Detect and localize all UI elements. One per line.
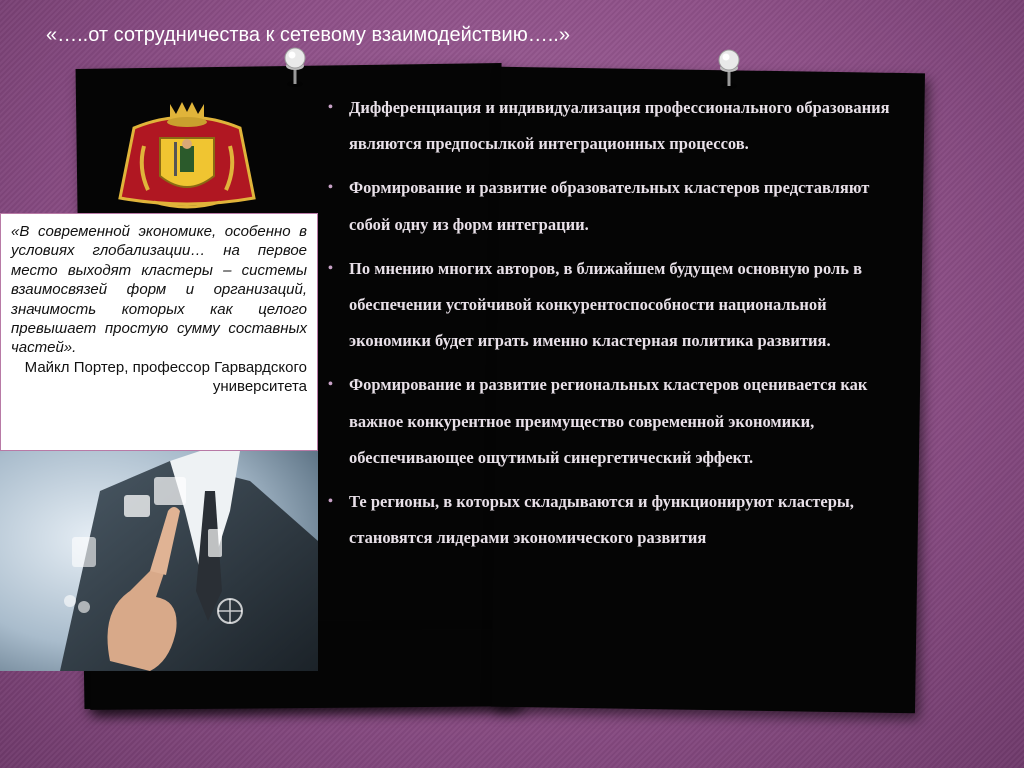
bullet-text: Дифференциация и индивидуализация профессионального образования являются предпосылкой интеграционных процессов.: [349, 98, 890, 154]
bullet-list: [328, 90, 908, 564]
bullet-item: [328, 170, 908, 242]
bullet-marker-icon: •: [328, 100, 333, 115]
bullet-item: [328, 251, 908, 360]
bullet-marker-icon: •: [328, 377, 333, 393]
bullet-text: Формирование и развитие региональных кластеров оценивается как важное конкурентное преимущество современной экономики, обеспечивающее ощутимый синергетический эффект.: [349, 375, 868, 467]
bullet-item: [328, 90, 908, 162]
business-person-touchscreen-photo: [0, 451, 318, 671]
quote-author: Майкл Портер, профессор Гарвардского университета: [24, 358, 307, 396]
bullet-marker-icon: •: [328, 180, 333, 196]
bullet-marker-icon: •: [328, 494, 333, 510]
coat-of-arms-emblem: [114, 98, 260, 216]
bullet-text: Те регионы, в которых складываются и функционируют кластеры, становятся лидерами экономического развития: [349, 492, 854, 548]
pushpin-icon: [278, 46, 312, 90]
bullet-item: [328, 484, 908, 556]
quote-text: «В современной экономике, особенно в условиях глобализации… на первое место выходят кластеры – системы взаимосвязей форм и организаций, значимость которых как целого превышает простую сумму составных частей».: [11, 223, 307, 357]
quote-box: [0, 213, 318, 451]
bullet-text: По мнению многих авторов, в ближайшем будущем основную роль в обеспечении устойчивой конкурентоспособности национальной экономики будет играть именно кластерная политика развития.: [349, 258, 863, 351]
bullet-text: Формирование и развитие образовательных кластеров представляют собой одну из форм интеграции.: [349, 178, 870, 234]
pushpin-icon: [712, 48, 746, 92]
bullet-item: [328, 367, 908, 476]
slide-title: «…..от сотрудничества к сетевому взаимодействию…..»: [46, 24, 570, 46]
bullet-marker-icon: •: [328, 260, 333, 276]
